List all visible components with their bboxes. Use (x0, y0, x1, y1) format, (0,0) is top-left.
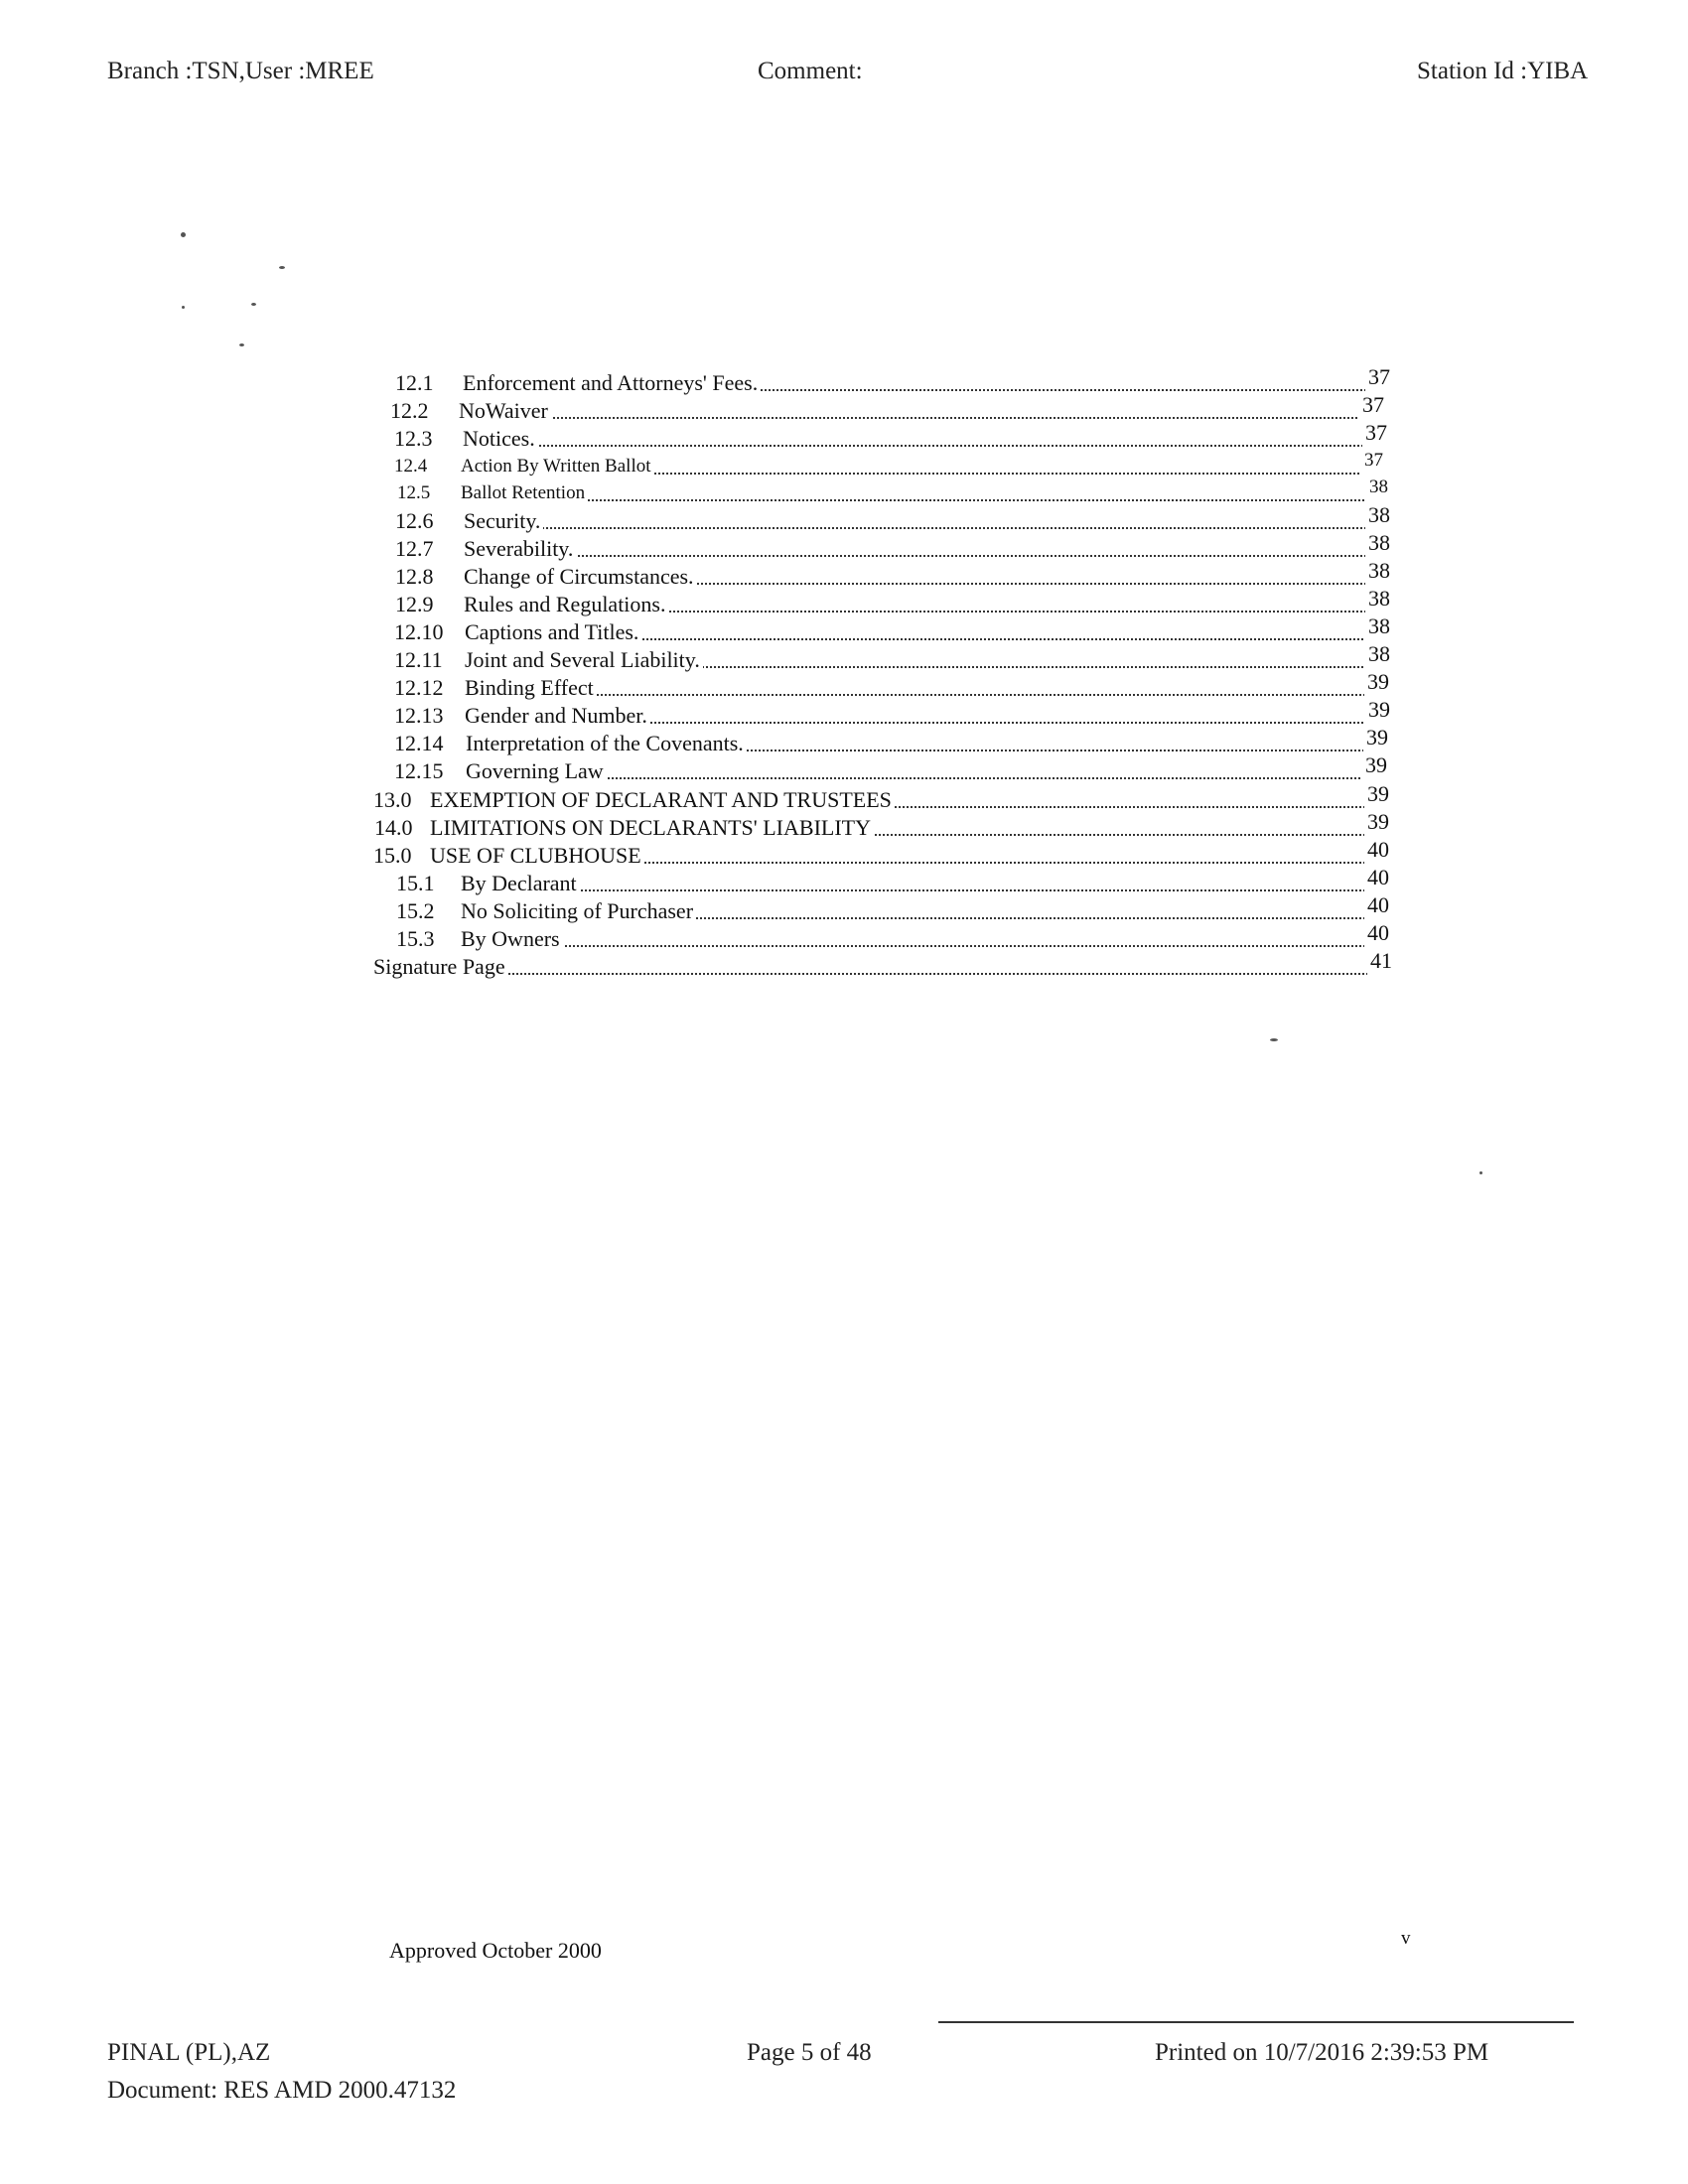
footer-printed-timestamp: Printed on 10/7/2016 2:39:53 PM (1155, 2039, 1489, 2066)
toc-section-title: Enforcement and Attorneys' Fees. (463, 369, 761, 397)
toc-entry (394, 752, 1387, 785)
toc-section-title: By Declarant (461, 870, 580, 897)
toc-section-title: Action By Written Ballot (461, 453, 654, 480)
toc-section-title: EXEMPTION OF DECLARANT AND TRUSTEES (430, 786, 895, 814)
toc-entry (396, 892, 1389, 925)
page-roman-numeral: v (1401, 1928, 1411, 1949)
toc-page-number: 37 (1362, 419, 1387, 447)
footer-county: PINAL (PL),AZ (107, 2039, 271, 2066)
toc-section-number: 12.14 (394, 731, 444, 755)
toc-entry (394, 450, 1383, 480)
toc-section-number: 15.0 (373, 843, 412, 868)
toc-section-number: 12.4 (394, 456, 428, 477)
toc-section-title: Notices. (463, 425, 538, 453)
toc-dot-leader (465, 694, 1389, 696)
scan-speck (1479, 1171, 1482, 1174)
toc-page-number: 38 (1366, 474, 1388, 501)
toc-page-number: 38 (1365, 585, 1390, 613)
header-station-id: Station Id :YIBA (1417, 58, 1589, 84)
toc-section-title: No Soliciting of Purchaser (461, 897, 696, 925)
toc-section-title: Gender and Number. (465, 702, 650, 730)
toc-section-title: LIMITATIONS ON DECLARANTS' LIABILITY (430, 814, 874, 842)
toc-section-number: 15.3 (396, 926, 435, 951)
toc-section-number: 12.10 (394, 619, 444, 644)
toc-section-title: Severability. (464, 535, 576, 563)
scan-speck (239, 343, 244, 346)
toc-section-title: Change of Circumstances. (464, 563, 697, 591)
toc-page-number: 37 (1359, 391, 1384, 419)
toc-section-title: Rules and Regulations. (464, 591, 668, 618)
toc-entry (390, 392, 1384, 425)
toc-entry (394, 697, 1390, 730)
toc-page-number: 39 (1364, 808, 1389, 836)
toc-page-number: 41 (1367, 947, 1392, 975)
toc-page-number: 40 (1364, 836, 1389, 864)
toc-page-number: 37 (1361, 447, 1383, 475)
toc-section-title: Governing Law (466, 757, 607, 785)
toc-dot-leader (461, 889, 1389, 891)
toc-page-number: 39 (1364, 780, 1389, 808)
toc-page-number: 39 (1365, 696, 1390, 724)
toc-entry (395, 558, 1390, 591)
toc-page-number: 39 (1364, 668, 1389, 696)
toc-entry (395, 530, 1390, 563)
toc-dot-leader (459, 417, 1384, 419)
toc-entry (394, 669, 1389, 702)
scan-speck (279, 266, 285, 269)
toc-section-number: 12.13 (394, 703, 444, 728)
toc-page-number: 39 (1362, 751, 1387, 779)
toc-entry (396, 865, 1389, 897)
toc-entry (373, 781, 1389, 814)
toc-section-number: 13.0 (373, 787, 412, 812)
toc-page-number: 39 (1363, 724, 1388, 751)
toc-page-number: 38 (1365, 529, 1390, 557)
toc-section-title: Interpretation of the Covenants. (466, 730, 747, 757)
footer-page-number: Page 5 of 48 (747, 2039, 872, 2066)
toc-entry (394, 725, 1388, 757)
toc-section-title: By Owners (461, 925, 563, 953)
toc-entry (395, 586, 1390, 618)
toc-section-number: 15.1 (396, 871, 435, 895)
toc-page-number: 38 (1365, 501, 1390, 529)
toc-section-number: 12.7 (395, 536, 434, 561)
toc-dot-leader (463, 445, 1387, 447)
toc-page-number: 38 (1365, 640, 1390, 668)
scan-speck (1270, 1038, 1278, 1041)
toc-section-number: 12.2 (390, 398, 429, 423)
toc-entry (395, 502, 1390, 535)
toc-section-number: 14.0 (374, 815, 413, 840)
toc-section-number: 12.11 (394, 647, 443, 672)
scan-speck (181, 232, 186, 237)
toc-section-number: 12.3 (394, 426, 433, 451)
toc-dot-leader (464, 555, 1390, 557)
toc-section-number: 12.1 (395, 370, 434, 395)
header-branch-user: Branch :TSN,User :MREE (107, 58, 374, 84)
toc-dot-leader (373, 973, 1392, 975)
toc-section-title: Binding Effect (465, 674, 597, 702)
toc-dot-leader (461, 945, 1389, 947)
toc-page-number: 40 (1364, 864, 1389, 891)
toc-page-number: 40 (1364, 891, 1389, 919)
toc-entry (396, 920, 1389, 953)
scan-speck (251, 303, 256, 306)
toc-section-number: 12.15 (394, 758, 444, 783)
toc-entry (394, 641, 1390, 674)
scan-speck (182, 306, 185, 309)
toc-page-number: 40 (1364, 919, 1389, 947)
toc-entry (374, 809, 1389, 842)
toc-section-number: 12.12 (394, 675, 444, 700)
toc-entry (373, 837, 1389, 870)
toc-section-number: 15.2 (396, 898, 435, 923)
footer-document-id: Document: RES AMD 2000.47132 (107, 2077, 457, 2104)
toc-section-title: Ballot Retention (461, 479, 588, 507)
toc-section-number: 12.5 (397, 482, 431, 503)
footer-rule (938, 2021, 1574, 2023)
toc-dot-leader (464, 527, 1390, 529)
toc-dot-leader (461, 499, 1388, 501)
toc-section-number: 12.6 (395, 508, 434, 533)
toc-section-title: Security. (464, 507, 543, 535)
approved-date: Approved October 2000 (389, 1938, 602, 1963)
toc-page-number: 37 (1365, 363, 1390, 391)
toc-entry (394, 614, 1390, 646)
toc-section-title: NoWaiver (459, 397, 551, 425)
toc-section-title: Joint and Several Liability. (465, 646, 703, 674)
toc-section-title: USE OF CLUBHOUSE (430, 842, 644, 870)
toc-section-number: 12.8 (395, 564, 434, 589)
toc-entry (394, 420, 1387, 453)
toc-entry (395, 364, 1390, 397)
toc-entry (373, 948, 1392, 981)
toc-section-number: 12.9 (395, 592, 434, 616)
toc-entry (397, 479, 1388, 507)
toc-section-title: Signature Page (373, 953, 508, 981)
toc-section-title: Captions and Titles. (465, 618, 641, 646)
toc-page-number: 38 (1365, 557, 1390, 585)
toc-page-number: 38 (1365, 613, 1390, 640)
header-comment: Comment: (758, 58, 863, 84)
